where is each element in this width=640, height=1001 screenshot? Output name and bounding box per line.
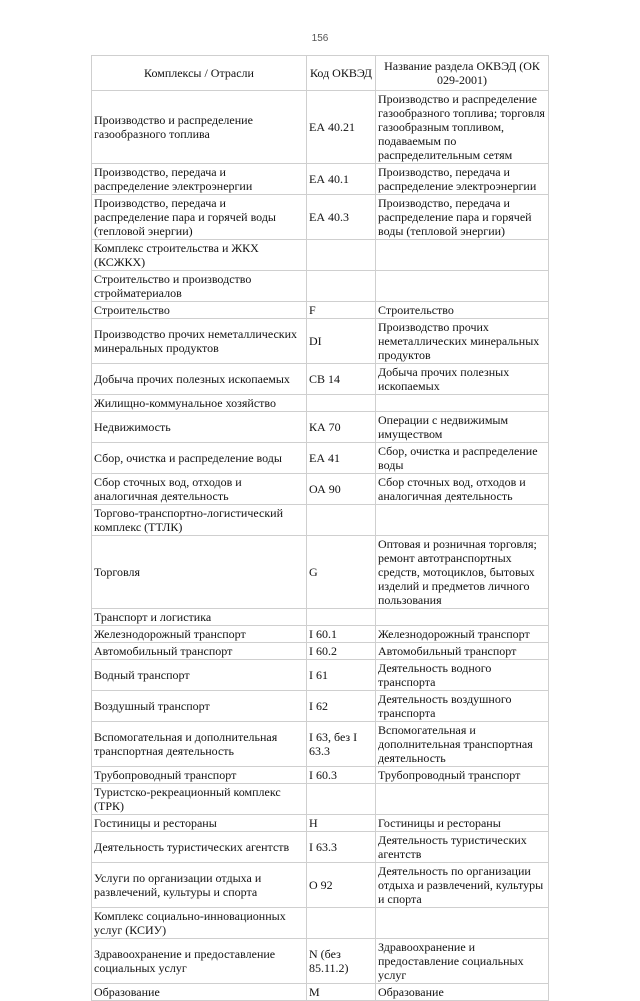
cell-okved-code: G — [307, 536, 376, 609]
cell-okved-section-name: Гостиницы и рестораны — [376, 815, 549, 832]
cell-okved-section-name: Производство прочих неметаллических минеральных продуктов — [376, 319, 549, 364]
cell-okved-section-name: Строительство — [376, 302, 549, 319]
cell-okved-section-name — [376, 240, 549, 271]
table-row — [92, 536, 549, 609]
table-header-row — [92, 56, 549, 91]
cell-okved-code — [307, 395, 376, 412]
cell-okved-section-name: Производство, передача и распределение пара и горячей воды (тепловой энергии) — [376, 195, 549, 240]
table-row — [92, 240, 549, 271]
table-row — [92, 863, 549, 908]
cell-okved-section-name: Деятельность водного транспорта — [376, 660, 549, 691]
table-row — [92, 364, 549, 395]
cell-okved-code: О 92 — [307, 863, 376, 908]
cell-okved-section-name: Добыча прочих полезных ископаемых — [376, 364, 549, 395]
cell-okved-section-name: Деятельность туристических агентств — [376, 832, 549, 863]
cell-industry: Сбор сточных вод, отходов и аналогичная деятельность — [92, 474, 307, 505]
cell-okved-section-name: Автомобильный транспорт — [376, 643, 549, 660]
cell-okved-section-name: Производство, передача и распределение электроэнергии — [376, 164, 549, 195]
table-row — [92, 164, 549, 195]
cell-industry: Производство и распределение газообразного топлива — [92, 91, 307, 164]
table-row — [92, 722, 549, 767]
cell-okved-section-name: Оптовая и розничная торговля; ремонт автотранспортных средств, мотоциклов, бытовых изделий и предметов личного пользования — [376, 536, 549, 609]
cell-okved-section-name: Здравоохранение и предоставление социальных услуг — [376, 939, 549, 984]
cell-industry: Производство, передача и распределение пара и горячей воды (тепловой энергии) — [92, 195, 307, 240]
cell-okved-code: M — [307, 984, 376, 1001]
cell-okved-code: ЕА 41 — [307, 443, 376, 474]
table-row — [92, 908, 549, 939]
cell-industry: Здравоохранение и предоставление социальных услуг — [92, 939, 307, 984]
cell-okved-code — [307, 271, 376, 302]
cell-okved-code: I 63, без I 63.3 — [307, 722, 376, 767]
cell-okved-section-name: Вспомогательная и дополнительная транспортная деятельность — [376, 722, 549, 767]
cell-industry: Транспорт и логистика — [92, 609, 307, 626]
cell-okved-code: H — [307, 815, 376, 832]
cell-okved-code: I 61 — [307, 660, 376, 691]
table-row — [92, 984, 549, 1001]
cell-okved-section-name — [376, 908, 549, 939]
cell-industry: Деятельность туристических агентств — [92, 832, 307, 863]
cell-industry: Комплекс социально-инновационных услуг (КСИУ) — [92, 908, 307, 939]
cell-okved-section-name: Сбор, очистка и распределение воды — [376, 443, 549, 474]
cell-okved-code: КА 70 — [307, 412, 376, 443]
cell-industry: Автомобильный транспорт — [92, 643, 307, 660]
cell-industry: Комплекс строительства и ЖКХ (КСЖКХ) — [92, 240, 307, 271]
cell-industry: Водный транспорт — [92, 660, 307, 691]
cell-okved-section-name — [376, 271, 549, 302]
table-row — [92, 395, 549, 412]
cell-okved-code: N (без 85.11.2) — [307, 939, 376, 984]
table-row — [92, 443, 549, 474]
cell-okved-section-name: Трубопроводный транспорт — [376, 767, 549, 784]
cell-industry: Добыча прочих полезных ископаемых — [92, 364, 307, 395]
cell-industry: Недвижимость — [92, 412, 307, 443]
cell-okved-code — [307, 505, 376, 536]
cell-okved-section-name: Операции с недвижимым имуществом — [376, 412, 549, 443]
cell-industry: Торговля — [92, 536, 307, 609]
cell-industry: Вспомогательная и дополнительная транспортная деятельность — [92, 722, 307, 767]
cell-industry: Производство, передача и распределение электроэнергии — [92, 164, 307, 195]
cell-industry: Торгово-транспортно-логистический комплекс (ТТЛК) — [92, 505, 307, 536]
cell-okved-code: I 60.2 — [307, 643, 376, 660]
table-row — [92, 626, 549, 643]
header-okved-section-name: Название раздела ОКВЭД (ОК 029-2001) — [376, 56, 549, 91]
table-row — [92, 412, 549, 443]
table-row — [92, 474, 549, 505]
table-row — [92, 939, 549, 984]
cell-okved-section-name: Образование — [376, 984, 549, 1001]
cell-industry: Гостиницы и рестораны — [92, 815, 307, 832]
cell-industry: Жилищно-коммунальное хозяйство — [92, 395, 307, 412]
table-row — [92, 91, 549, 164]
table-row — [92, 271, 549, 302]
cell-okved-code: DI — [307, 319, 376, 364]
cell-okved-code: ЕА 40.21 — [307, 91, 376, 164]
cell-okved-code: ЕА 40.1 — [307, 164, 376, 195]
cell-industry: Производство прочих неметаллических минеральных продуктов — [92, 319, 307, 364]
table-body — [92, 91, 549, 1001]
table-row — [92, 784, 549, 815]
cell-okved-section-name: Деятельность по организации отдыха и развлечений, культуры и спорта — [376, 863, 549, 908]
table-row — [92, 691, 549, 722]
cell-okved-code — [307, 240, 376, 271]
cell-industry: Строительство и производство стройматериалов — [92, 271, 307, 302]
table-row — [92, 195, 549, 240]
cell-industry: Туристско-рекреационный комплекс (ТРК) — [92, 784, 307, 815]
cell-okved-section-name: Сбор сточных вод, отходов и аналогичная деятельность — [376, 474, 549, 505]
cell-okved-code: ЕА 40.3 — [307, 195, 376, 240]
cell-okved-code: I 62 — [307, 691, 376, 722]
cell-industry: Воздушный транспорт — [92, 691, 307, 722]
cell-okved-code: I 63.3 — [307, 832, 376, 863]
cell-industry: Строительство — [92, 302, 307, 319]
cell-okved-code: СВ 14 — [307, 364, 376, 395]
cell-okved-section-name — [376, 395, 549, 412]
cell-okved-section-name — [376, 609, 549, 626]
cell-okved-section-name — [376, 784, 549, 815]
table-row — [92, 767, 549, 784]
cell-industry: Образование — [92, 984, 307, 1001]
cell-industry: Железнодорожный транспорт — [92, 626, 307, 643]
cell-industry: Трубопроводный транспорт — [92, 767, 307, 784]
table-row — [92, 505, 549, 536]
table-row — [92, 609, 549, 626]
cell-okved-code — [307, 609, 376, 626]
table-row — [92, 815, 549, 832]
cell-industry: Сбор, очистка и распределение воды — [92, 443, 307, 474]
table-row — [92, 319, 549, 364]
table-row — [92, 832, 549, 863]
okved-table — [91, 55, 549, 1001]
cell-okved-code: I 60.3 — [307, 767, 376, 784]
cell-industry: Услуги по организации отдыха и развлечений, культуры и спорта — [92, 863, 307, 908]
page-number: 156 — [311, 33, 329, 44]
cell-okved-code — [307, 908, 376, 939]
cell-okved-section-name: Производство и распределение газообразного топлива; торговля газообразным топливом, подаваемым по распределительным сетям — [376, 91, 549, 164]
cell-okved-section-name: Железнодорожный транспорт — [376, 626, 549, 643]
table-row — [92, 643, 549, 660]
cell-okved-code — [307, 784, 376, 815]
cell-okved-section-name — [376, 505, 549, 536]
cell-okved-code: F — [307, 302, 376, 319]
header-okved-code: Код ОКВЭД — [307, 56, 376, 91]
cell-okved-section-name: Деятельность воздушного транспорта — [376, 691, 549, 722]
table-row — [92, 660, 549, 691]
cell-okved-code: ОА 90 — [307, 474, 376, 505]
header-complexes: Комплексы / Отрасли — [92, 56, 307, 91]
table-row — [92, 302, 549, 319]
cell-okved-code: I 60.1 — [307, 626, 376, 643]
